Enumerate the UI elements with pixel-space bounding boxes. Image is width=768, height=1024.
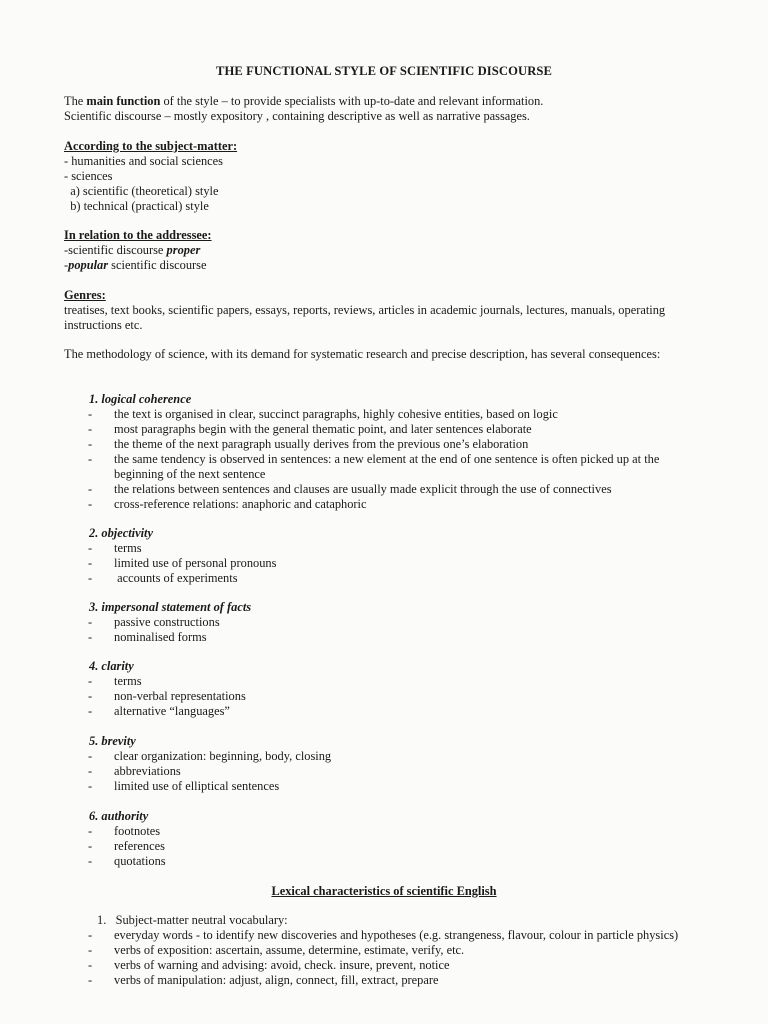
- feature-logical-coherence: [64, 392, 714, 512]
- list-item-text: passive constructions: [114, 615, 220, 629]
- list-item: [64, 764, 714, 779]
- dash-bullet: -: [88, 689, 93, 703]
- genres-section: [64, 288, 714, 333]
- list-item: [64, 497, 714, 512]
- dash-bullet: -: [88, 437, 93, 451]
- feature-authority: [64, 809, 714, 869]
- addressee-text: scientific discourse: [108, 258, 207, 272]
- list-item: [64, 973, 714, 988]
- dash-bullet: -: [88, 407, 93, 421]
- addressee-item-1: [64, 243, 714, 258]
- dash-bullet: -: [88, 749, 93, 763]
- subject-matter-item: - humanities and social sciences: [64, 154, 223, 168]
- dash-bullet: -: [88, 615, 93, 629]
- list-item: [64, 704, 714, 719]
- list-item: [64, 541, 714, 556]
- dash-bullet: -: [88, 824, 93, 838]
- dash-bullet: -: [88, 943, 93, 957]
- list-item: [64, 482, 714, 497]
- list-item-text: accounts of experiments: [114, 571, 238, 585]
- subject-matter-item: b) technical (practical) style: [64, 199, 209, 213]
- methodology-section: [64, 347, 714, 362]
- list-item: [64, 824, 714, 839]
- lexical-section: [64, 913, 714, 988]
- genres-text: treatises, text books, scientific papers, essays, reports, reviews, articles in academic journals, lectures, manuals, operating instructions etc.: [64, 303, 666, 332]
- dash-bullet: -: [88, 497, 93, 511]
- dash-bullet: -: [88, 422, 93, 436]
- addressee-item-2: [64, 258, 714, 273]
- feature-heading: 5. brevity: [89, 734, 136, 748]
- feature-list: [64, 615, 714, 645]
- intro-text: The: [64, 94, 87, 108]
- intro-section: [64, 94, 714, 124]
- lexical-list: [64, 928, 714, 988]
- dash-bullet: -: [88, 779, 93, 793]
- list-item: [64, 452, 704, 482]
- subject-matter-heading: According to the subject-matter:: [64, 139, 238, 153]
- feature-list: [64, 407, 714, 512]
- addressee-text: -: [64, 258, 69, 272]
- addressee-emphasis: popular: [68, 258, 109, 272]
- list-item-text: nominalised forms: [114, 630, 207, 644]
- list-item-text: limited use of personal pronouns: [114, 556, 277, 570]
- dash-bullet: -: [88, 571, 93, 585]
- list-item: [64, 839, 714, 854]
- list-item-text: clear organization: beginning, body, closing: [114, 749, 332, 763]
- list-item-text: references: [114, 839, 165, 853]
- feature-heading: 6. authority: [89, 809, 149, 823]
- intro-line-2: Scientific discourse – mostly expository , containing descriptive as well as narrative passages.: [64, 109, 530, 123]
- list-item-text: verbs of exposition: ascertain, assume, determine, estimate, verify, etc.: [114, 943, 465, 957]
- subject-matter-item: a) scientific (theoretical) style: [64, 184, 219, 198]
- main-function-term: main function: [86, 94, 161, 108]
- feature-heading: 1. logical coherence: [89, 392, 192, 406]
- dash-bullet: -: [88, 674, 93, 688]
- list-item: [64, 556, 714, 571]
- feature-clarity: [64, 659, 714, 719]
- lexical-item-number: 1. Subject-matter neutral vocabulary:: [97, 913, 288, 927]
- feature-heading: 3. impersonal statement of facts: [89, 600, 252, 614]
- list-item: [64, 437, 714, 452]
- list-item-text: footnotes: [114, 824, 161, 838]
- addressee-heading: In relation to the addressee:: [64, 228, 212, 242]
- dash-bullet: -: [88, 839, 93, 853]
- dash-bullet: -: [88, 482, 93, 496]
- dash-bullet: -: [88, 854, 93, 868]
- list-item-text: alternative “languages”: [114, 704, 230, 718]
- list-item-text: the relations between sentences and clauses are usually made explicit through the use of connectives: [114, 482, 612, 496]
- list-item-text: terms: [114, 541, 142, 555]
- list-item-text: cross-reference relations: anaphoric and cataphoric: [114, 497, 367, 511]
- feature-heading: 2. objectivity: [89, 526, 153, 540]
- list-item: [64, 571, 714, 586]
- lexical-heading: Lexical characteristics of scientific English: [271, 884, 497, 898]
- list-item-text: terms: [114, 674, 142, 688]
- feature-impersonal-statement: [64, 600, 714, 645]
- feature-list: [64, 674, 714, 719]
- list-item-text: the text is organised in clear, succinct paragraphs, highly cohesive entities, based on logic: [114, 407, 558, 421]
- dash-bullet: -: [88, 764, 93, 778]
- list-item: [64, 943, 714, 958]
- list-item: [64, 689, 714, 704]
- list-item: [64, 422, 714, 437]
- intro-line-1: [64, 94, 714, 109]
- list-item: [64, 958, 714, 973]
- feature-list: [64, 541, 714, 586]
- list-item: [64, 928, 704, 943]
- list-item: [64, 407, 714, 422]
- list-item-text: most paragraphs begin with the general thematic point, and later sentences elaborate: [114, 422, 532, 436]
- dash-bullet: -: [88, 704, 93, 718]
- dash-bullet: -: [88, 556, 93, 570]
- addressee-emphasis: proper: [166, 243, 201, 257]
- addressee-text: -scientific discourse: [64, 243, 167, 257]
- list-item-text: the theme of the next paragraph usually derives from the previous one’s elaboration: [114, 437, 529, 451]
- list-item-text: verbs of warning and advising: avoid, check. insure, prevent, notice: [114, 958, 450, 972]
- addressee-section: [64, 228, 714, 273]
- subject-matter-item: - sciences: [64, 169, 113, 183]
- list-item-text: limited use of elliptical sentences: [114, 779, 280, 793]
- dash-bullet: -: [88, 958, 93, 972]
- list-item: [64, 674, 714, 689]
- list-item-text: the same tendency is observed in sentences: a new element at the end of one sentence is often picked up at the beginning of the next sentence: [114, 452, 660, 481]
- dash-bullet: -: [88, 630, 93, 644]
- dash-bullet: -: [88, 928, 93, 942]
- dash-bullet: -: [88, 541, 93, 555]
- intro-text: of the style – to provide specialists with up-to-date and relevant information.: [160, 94, 544, 108]
- methodology-text: The methodology of science, with its demand for systematic research and precise description, has several consequences:: [64, 347, 661, 361]
- list-item: [64, 779, 714, 794]
- list-item-text: abbreviations: [114, 764, 181, 778]
- dash-bullet: -: [88, 452, 93, 466]
- dash-bullet: -: [88, 973, 93, 987]
- feature-list: [64, 749, 714, 794]
- feature-heading: 4. clarity: [89, 659, 134, 673]
- list-item-text: everyday words - to identify new discoveries and hypotheses (e.g. strangeness, flavour, colour in particle physics): [114, 928, 679, 942]
- subject-matter-section: [64, 139, 714, 214]
- list-item: [64, 615, 714, 630]
- page-title: THE FUNCTIONAL STYLE OF SCIENTIFIC DISCOURSE: [216, 64, 552, 78]
- feature-objectivity: [64, 526, 714, 586]
- list-item: [64, 749, 714, 764]
- list-item-text: verbs of manipulation: adjust, align, connect, fill, extract, prepare: [114, 973, 439, 987]
- list-item: [64, 630, 714, 645]
- feature-brevity: [64, 734, 714, 794]
- list-item-text: quotations: [114, 854, 166, 868]
- feature-list: [64, 824, 714, 869]
- list-item-text: non-verbal representations: [114, 689, 246, 703]
- genres-heading: Genres:: [64, 288, 106, 302]
- list-item: [64, 854, 714, 869]
